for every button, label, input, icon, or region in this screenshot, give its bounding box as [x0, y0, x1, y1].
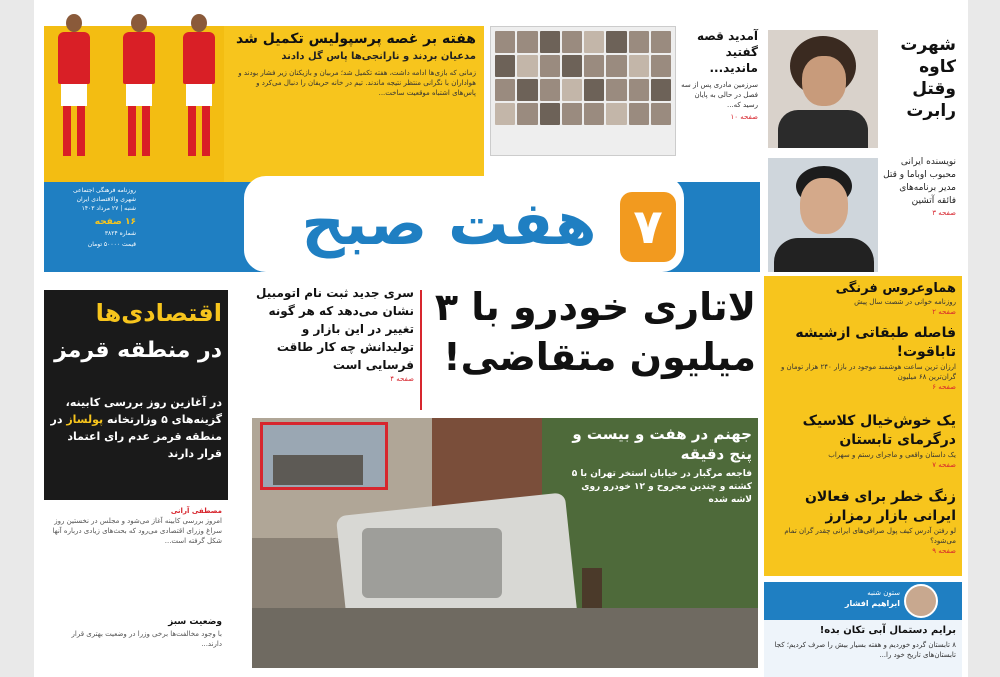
sidebar-item[interactable]	[770, 324, 956, 392]
sidebar-item-headline: زنگ خطر برای فعالان ایرانی بازار رمزارز	[804, 489, 956, 524]
left-headline: در منطقه قرمز	[54, 338, 222, 363]
column-label: ستون شنبه	[867, 589, 900, 597]
left-body: امروز بررسی کابینه آغاز می‌شود و مجلس در نخستین روز سراغ وزرای اقتصادی می‌رود که بحث‌های زیادی درباره آنها شکل گرفته است...	[52, 517, 222, 545]
logo-number: ۷	[620, 192, 676, 262]
sidebar-item-headline: یک خوش‌خیال کلاسیک درگرمای تابستان	[802, 413, 956, 448]
left-author: مصطفی آرانی	[170, 507, 222, 515]
main-photo[interactable]	[252, 418, 758, 668]
column-box[interactable]	[764, 582, 962, 677]
column-body: ۸ تابستان گردو خوردیم و هفته بسیار بیش را صرف کردیم؛ کجا تابستان‌های تاریخ خود را...	[774, 641, 956, 659]
sidebar-item-body: ارزان ترین ساعت هوشمند موجود در بازار ۲۴۰ هزار تومان و گران‌ترین ۶۸ میلیون	[780, 363, 956, 381]
sidebar-author-box[interactable]	[768, 156, 958, 274]
sidebar-item-ref: صفحه ۲	[932, 308, 956, 316]
middle-page-ref: صفحه ۱۰	[730, 113, 758, 121]
left-dark-column[interactable]	[44, 290, 228, 677]
sidebar-item-ref: صفحه ۶	[932, 383, 956, 391]
sidebar-item[interactable]	[770, 488, 956, 556]
photo-caption: فاجعه مرگبار در خیابان استخر تهران با ۵ کشته و چندین مجروح و ۱۲ خودرو روی لاشه شده	[571, 469, 752, 505]
left-kicker: اقتصادی‌ها	[95, 299, 222, 327]
columnist-avatar	[904, 584, 938, 618]
sidebar-item[interactable]	[770, 412, 956, 470]
top-middle-story[interactable]	[490, 26, 760, 182]
left-deck-part2: در منطقه قرمز عدم رای اعتماد قرار دارند	[50, 413, 222, 460]
left-deck-part1: در آغازین روز بررسی کابینه، گزینه‌های ۵ وزارتخانه	[65, 396, 222, 426]
sports-body: زمانی که بازی‌ها ادامه داشت، هفته تکمیل شد؛ مربیان و بازیکنان زیر فشار بودند و هواداران با نگرانی منتظر نتیجه ماندند. تیم در خانه حریفان را دنبال می‌کرد و پاس‌های اشتباه موقعیت ساخت...	[238, 69, 476, 97]
top-right-story[interactable]	[768, 26, 958, 154]
author-ref: صفحه ۳	[932, 209, 956, 217]
author-photo	[768, 158, 878, 272]
logo-text: هفت صبح	[301, 189, 597, 259]
calendar-image	[490, 26, 676, 156]
sidebar-item-body: لو رفتن آدرس کیف پول صرافی‌های ایرانی چقدر گران تمام می‌شود؟	[784, 527, 956, 545]
main-deck-box[interactable]	[256, 284, 414, 384]
players-photo	[44, 26, 224, 182]
column-title: برایم دستمال آبی تکان بده!	[819, 625, 956, 636]
author-title: نویسنده ایرانی محبوب اوباما و قتل مدیر برنامه‌های فائقه آتشین	[883, 157, 956, 206]
sidebar-item[interactable]	[770, 280, 956, 317]
deck-divider	[420, 290, 422, 410]
masthead-logo[interactable]	[244, 170, 684, 280]
masthead-issue: شماره ۳۸۲۴	[104, 230, 136, 237]
top-left-sports-box[interactable]	[44, 26, 484, 182]
masthead-date: شنبه | ۲۷ مرداد ۱۴۰۳	[81, 205, 136, 212]
middle-body: سرزمین مادری پس از سه فصل در حالی به پایان رسید که...	[681, 81, 758, 109]
left-deck	[50, 394, 222, 462]
sidebar-item-headline: هماوعروس فرنگی	[835, 281, 956, 296]
sidebar-item-body: یک داستان واقعی و ماجرای رستم و سهراب	[828, 451, 956, 459]
sports-subhead: مدعیان بردند و نارانجی‌ها پاس گل دادند	[281, 51, 476, 62]
masthead-info-1: روزنامه فرهنگی اجتماعی	[73, 187, 136, 194]
newspaper-front-page	[34, 0, 968, 677]
masthead-price: قیمت ۵۰۰۰۰ تومان	[87, 241, 136, 248]
photo-headline: جهنم در هفت و بیست و پنج دقیقه	[572, 425, 752, 463]
sidebar-item-body: روزنامه خوانی در شصت سال پیش	[854, 298, 956, 306]
main-headline[interactable]: لاتاری خودرو با ۳ میلیون متقاضی!	[434, 285, 756, 379]
inset-photo	[260, 422, 388, 490]
main-deck: سری جدید ثبت نام اتومبیل نشان می‌دهد که هر گونه تغییر در این بازار و تولیدانش چه کار طاقت فرسایی است	[256, 286, 414, 372]
sidebar-item-ref: صفحه ۷	[932, 461, 956, 469]
left-sub-headline: وضعیت سبز	[168, 617, 222, 627]
masthead-pages: ۱۶ صفحه	[94, 217, 136, 227]
sports-headline: هفته بر غصه پرسپولیس تکمیل شد	[235, 31, 476, 47]
top-right-headline: شهرت کاوه وقتل رابرت	[900, 35, 956, 121]
masthead-info-2: شهری والاقتصادی ایران	[76, 196, 136, 203]
left-sub-body: با وجود مخالفت‌ها برخی وزرا در وضعیت بهتری قرار دارند...	[71, 630, 222, 648]
main-ref: صفحه ۴	[390, 375, 414, 383]
sidebar-item-headline: فاصله طبقاتی ازشیشه تاباقوت!	[795, 325, 956, 360]
left-deck-highlight: پولساز	[66, 413, 104, 426]
sidebar-item-ref: صفحه ۹	[932, 547, 956, 555]
masthead-info	[46, 186, 136, 249]
column-author: ابراهیم افشار	[844, 599, 900, 608]
portrait-photo	[768, 30, 878, 148]
middle-headline: آمدید قصه گفتید ماندید...	[696, 29, 758, 75]
